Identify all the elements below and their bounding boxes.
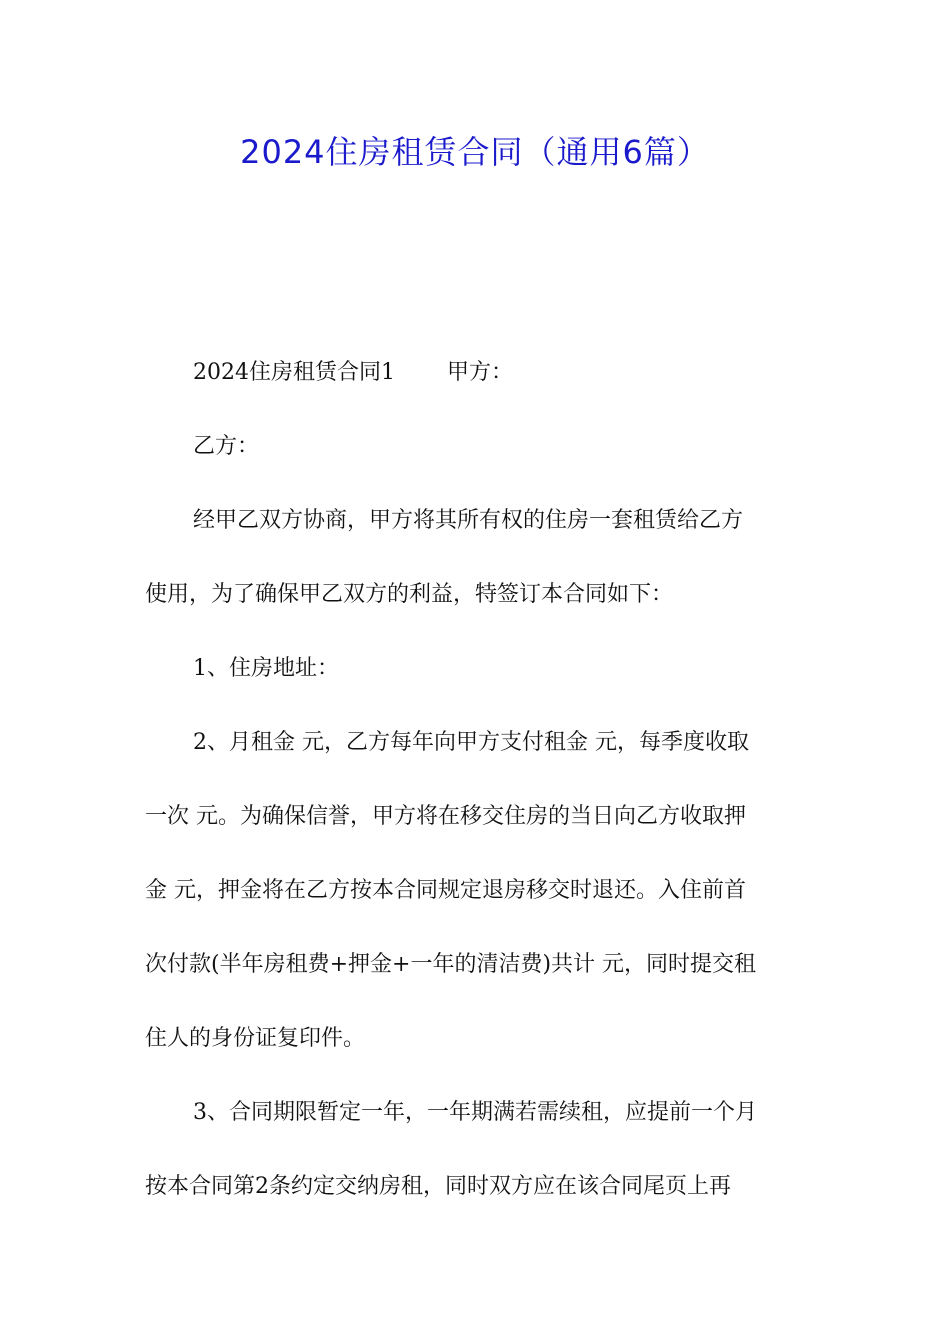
paragraph-line-12: 按本合同第2条约定交纳房租，同时双方应在该合同尾页上再	[145, 1174, 731, 1199]
paragraph-line-8: 金 元，押金将在乙方按本合同规定退房移交时退还。入住前首	[145, 878, 746, 903]
paragraph-line-6: 2、月租金 元，乙方每年向甲方支付租金 元，每季度收取	[193, 730, 749, 755]
paragraph-line-5: 1、住房地址：	[193, 656, 339, 681]
paragraph-line-9: 次付款(半年房租费+押金+一年的清洁费)共计 元，同时提交租	[145, 952, 757, 977]
contract-heading: 2024住房租赁合同1	[193, 360, 395, 385]
paragraph-line-2: 乙方：	[193, 434, 260, 459]
paragraph-line-10: 住人的身份证复印件。	[145, 1026, 366, 1051]
paragraph-line-11: 3、合同期限暂定一年，一年期满若需续租，应提前一个月	[193, 1100, 757, 1125]
party-a-label: 甲方：	[447, 360, 514, 385]
paragraph-line-7: 一次 元。为确保信誉，甲方将在移交住房的当日向乙方收取押	[145, 804, 746, 829]
document-title: 2024住房租赁合同（通用6篇）	[240, 133, 710, 171]
document-body	[145, 336, 809, 1224]
paragraph-line-3: 经甲乙双方协商，甲方将其所有权的住房一套租赁给乙方	[193, 508, 744, 533]
paragraph-line-4: 使用，为了确保甲乙双方的利益，特签订本合同如下：	[145, 582, 674, 607]
paragraph-line-1	[145, 336, 809, 410]
